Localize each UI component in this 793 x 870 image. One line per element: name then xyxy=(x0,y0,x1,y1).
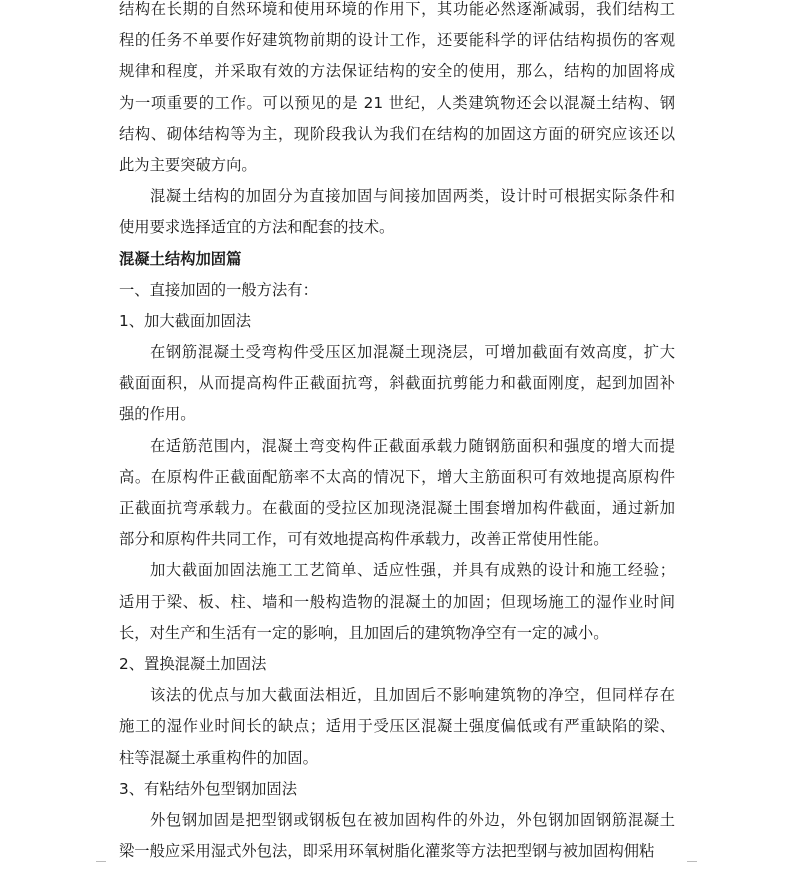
text-line: 长，对生产和生活有一定的影响，且加固后的建筑物净空有一定的减小。 xyxy=(119,623,609,642)
text-line: 在适筋范围内，混凝土弯变构件正截面承载力随钢筋面积和强度的增大而提 xyxy=(150,436,675,455)
text-line: 加大截面加固法施工工艺简单、适应性强，并具有成熟的设计和施工经验； xyxy=(150,561,675,580)
text-line: 该法的优点与加大截面法相近，且加固后不影响建筑物的净空，但同样存在 xyxy=(150,686,675,705)
subheading-line: 3、有粘结外包型钢加固法 xyxy=(119,779,297,798)
paragraph-p-types xyxy=(119,181,675,243)
paragraph-h-direct xyxy=(119,275,675,306)
paragraph-p-m2 xyxy=(119,680,675,774)
paragraph-p-m3 xyxy=(119,805,675,867)
text-line: 高。在原构件正截面配筋率不太高的情况下，增大主筋面积可有效地提高原构件 xyxy=(119,467,675,486)
text-line: 为一项重要的工作。可以预见的是 21 世纪，人类建筑物还会以混凝土结构、钢 xyxy=(119,93,675,112)
paragraph-p-intro xyxy=(119,0,675,181)
subheading-line: 1、加大截面加固法 xyxy=(119,311,252,330)
text-line: 截面面积，从而提高构件正截面抗弯，斜截面抗剪能力和截面刚度，起到加固补 xyxy=(119,374,675,393)
section-heading: 混凝土结构加固篇 xyxy=(119,249,242,268)
text-line: 适用于梁、板、柱、墙和一般构造物的混凝土的加固；但现场施工的湿作业时间 xyxy=(119,592,675,611)
text-line: 施工的湿作业时间长的缺点；适用于受压区混凝土强度偏低或有严重缺陷的梁、 xyxy=(119,717,675,736)
text-line: 结构在长期的自然环境和使用环境的作用下，其功能必然逐渐减弱，我们结构工 xyxy=(119,0,675,18)
paragraph-h-method-1 xyxy=(119,306,675,337)
text-line: 规律和程度，并采取有效的方法保证结构的安全的使用，那么，结构的加固将成 xyxy=(119,62,675,81)
text-line: 在钢筋混凝土受弯构件受压区加混凝土现浇层，可增加截面有效高度，扩大 xyxy=(150,343,675,362)
subheading-line: 2、置换混凝土加固法 xyxy=(119,654,267,673)
text-line: 此为主要突破方向。 xyxy=(119,155,257,174)
text-line: 强的作用。 xyxy=(119,405,196,424)
page-corner-mark-left xyxy=(96,861,106,862)
paragraph-p-m1-b xyxy=(119,431,675,556)
text-line: 外包钢加固是把型钢或钢板包在被加固构件的外边，外包钢加固钢筋混凝土 xyxy=(150,810,675,829)
text-line: 程的任务不单要作好建筑物前期的设计工作，还要能科学的评估结构损伤的客观 xyxy=(119,31,675,50)
paragraph-h-method-2 xyxy=(119,649,675,680)
text-line: 使用要求选择适宜的方法和配套的技术。 xyxy=(119,218,395,237)
paragraph-h-section xyxy=(119,244,675,275)
text-line: 柱等混凝土承重构件的加固。 xyxy=(119,748,318,767)
paragraph-p-m1-a xyxy=(119,337,675,431)
page-corner-mark-right xyxy=(687,861,697,862)
paragraph-p-m1-c xyxy=(119,555,675,649)
paragraph-h-method-3 xyxy=(119,774,675,805)
text-line: 正截面抗弯承载力。在截面的受拉区加现浇混凝土围套增加构件截面，通过新加 xyxy=(119,499,675,517)
subheading-line: 一、直接加固的一般方法有： xyxy=(119,280,318,299)
text-line: 结构、砌体结构等为主，现阶段我认为我们在结构的加固这方面的研究应该还以 xyxy=(119,124,675,143)
text-line: 梁一般应采用湿式外包法，即采用环氧树脂化灌浆等方法把型钢与被加固构佣粘 xyxy=(119,842,655,861)
text-line: 部分和原构件共同工作，可有效地提高构件承载力，改善正常使用性能。 xyxy=(119,530,609,549)
document-body xyxy=(119,0,675,867)
text-line: 混凝土结构的加固分为直接加固与间接加固两类，设计时可根据实际条件和 xyxy=(150,187,675,206)
